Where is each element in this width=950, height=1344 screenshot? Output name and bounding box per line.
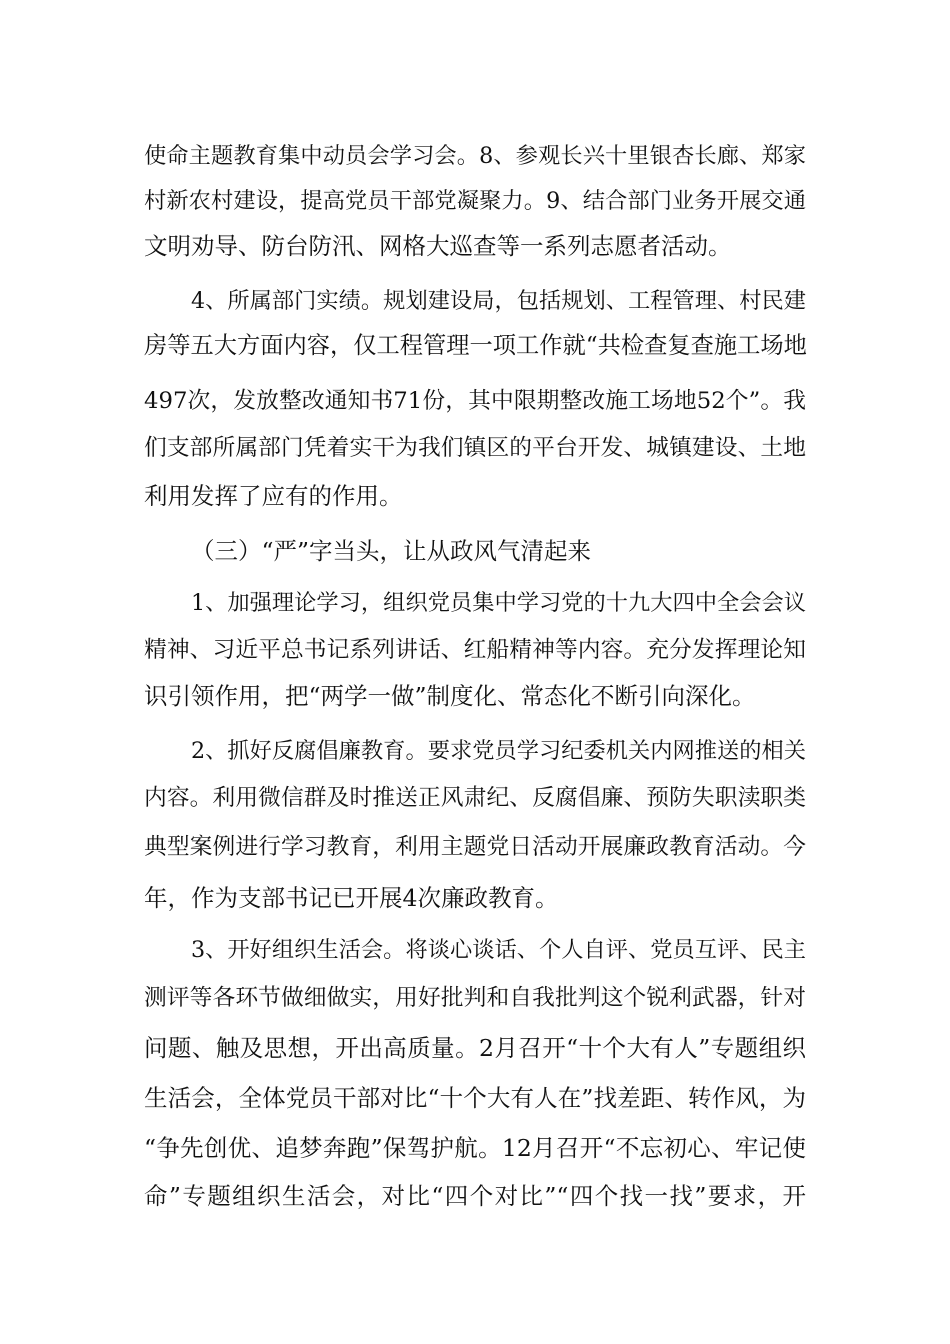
text-line: 识引领作用，把“两学一做”制度化、常态化不断引向深化。 [144,682,756,710]
text-line: 问题、触及思想，开出高质量。2月召开“十个大有人”专题组织 [144,1034,806,1062]
text-line: 1、加强理论学习，组织党员集中学习党的十九大四中全会会议 [191,590,806,616]
text-line: 内容。利用微信群及时推送正风肃纪、反腐倡廉、预防失职渎职类 [144,785,806,811]
text-line: 文明劝导、防台防汛、网格大巡查等一系列志愿者活动。 [144,232,732,260]
text-line: 典型案例进行学习教育，利用主题党日活动开展廉政教育活动。今 [144,834,806,860]
text-line: 使命主题教育集中动员会学习会。8、参观长兴十里银杏长廊、郑家 [144,143,806,169]
text-line: 房等五大方面内容，仅工程管理一项工作就“共检查复查施工场地 [144,332,807,359]
text-line: 497次，发放整改通知书71份，其中限期整改施工场地52个”。我 [144,388,806,414]
text-line: 利用发挥了应有的作用。 [144,482,403,510]
text-line: 们支部所属部门凭着实干为我们镇区的平台开发、城镇建设、土地 [144,435,806,461]
section-heading: （三）“严”字当头，让从政风气清起来 [191,537,592,565]
text-line: 精神、习近平总书记系列讲话、红船精神等内容。充分发挥理论知 [144,637,806,663]
text-line: 测评等各环节做细做实，用好批判和自我批判这个锐利武器，针对 [144,985,806,1011]
text-line: 3、开好组织生活会。将谈心谈话、个人自评、党员互评、民主 [191,937,806,963]
text-line: 村新农村建设，提高党员干部党凝聚力。9、结合部门业务开展交通 [144,188,806,214]
text-line: 生活会，全体党员干部对比“十个大有人在”找差距、转作风，为 [144,1084,806,1112]
text-line: 命”专题组织生活会，对比“四个对比”“四个找一找”要求，开 [144,1182,806,1210]
text-line: 年，作为支部书记已开展4次廉政教育。 [144,884,559,912]
text-line: “争先创优、追梦奔跑”保驾护航。12月召开“不忘初心、牢记使 [144,1134,806,1162]
text-line: 4、所属部门实绩。规划建设局，包括规划、工程管理、村民建 [191,288,806,314]
text-line: 2、抓好反腐倡廉教育。要求党员学习纪委机关内网推送的相关 [191,738,806,764]
